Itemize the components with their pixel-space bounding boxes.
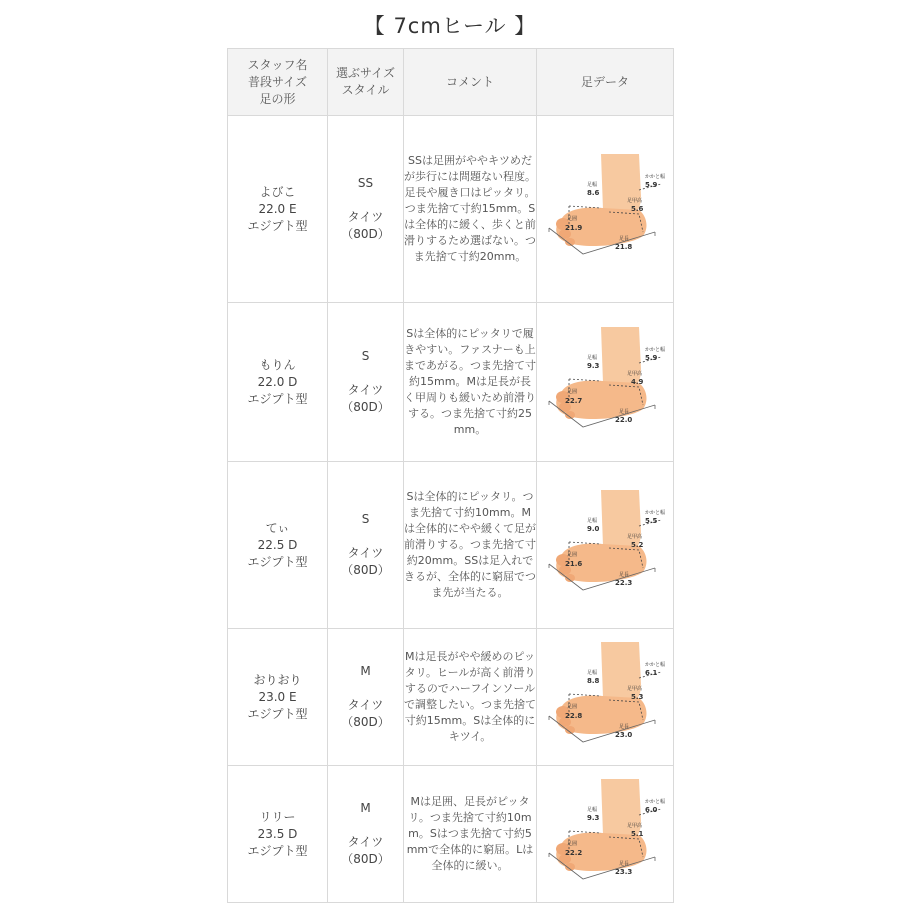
heel-caption: かかと幅: [645, 347, 666, 353]
staff-cell: [228, 629, 328, 766]
foot-girth-value: 21.6: [565, 560, 583, 568]
foot-shape: エジプト型: [247, 391, 308, 406]
width-caption: 足幅: [587, 355, 598, 361]
size-cell: [328, 766, 404, 903]
chosen-size: S: [361, 349, 370, 363]
foot-length-value: 22.3: [615, 579, 633, 587]
style-detail: （80D）: [341, 852, 390, 866]
instep-value: 4.9: [631, 378, 644, 386]
girth-caption: 足囲: [567, 704, 578, 710]
usual-size: 23.0 E: [258, 689, 297, 704]
foot-shape: エジプト型: [247, 218, 308, 233]
heel-caption: かかと幅: [645, 662, 666, 668]
staff-name: よびこ: [259, 184, 296, 199]
heel-caption: かかと幅: [645, 510, 666, 516]
instep-caption: 足甲高: [627, 686, 643, 692]
foot-width-value: 9.3: [587, 362, 600, 370]
foot-shape: エジプト型: [247, 843, 308, 858]
length-caption: 足長: [619, 861, 630, 867]
size-cell: [328, 116, 404, 303]
style-label: タイツ: [347, 383, 384, 397]
style-detail: （80D）: [341, 563, 390, 577]
foot-width-value: 8.6: [587, 189, 600, 197]
foot-length-value: 21.8: [615, 243, 633, 251]
usual-size: 22.5 D: [257, 537, 298, 552]
staff-cell: [228, 303, 328, 462]
header-chosen-size: 選ぶサイズ: [335, 66, 396, 80]
girth-caption: 足囲: [567, 841, 578, 847]
foot-shape: エジプト型: [247, 554, 308, 569]
heel-caption: かかと幅: [645, 174, 666, 180]
heel-width-value: 6.1: [645, 669, 658, 677]
chosen-size: SS: [357, 176, 374, 190]
instep-caption: 足甲高: [627, 534, 643, 540]
instep-value: 5.3: [631, 693, 644, 701]
foot-girth-value: 21.9: [565, 224, 583, 232]
instep-value: 5.2: [631, 541, 644, 549]
foot-diagram: [543, 638, 667, 756]
header-style: スタイル: [341, 83, 390, 97]
comment-cell: Mは足囲、足長がピッタリ。つま先捨て寸約10mm。Sはつま先捨て寸約5mmで全体的に窮屈。Lは全体的に緩い。: [404, 766, 537, 903]
comment-cell: Mは足長がやや緩めのピッタリ。ヒールが高く前滑りするのでハーフインソールで調整したい。つま先捨て寸約15mm。Sは全体的にキツイ。: [404, 629, 537, 766]
staff-name: おりおり: [253, 672, 302, 687]
girth-caption: 足囲: [567, 216, 578, 222]
foot-data-cell: [537, 629, 674, 766]
foot-length-value: 22.0: [615, 416, 633, 424]
style-label: タイツ: [347, 546, 384, 560]
staff-cell: [228, 462, 328, 629]
staff-name: もりん: [259, 357, 296, 372]
width-caption: 足幅: [587, 518, 598, 524]
width-caption: 足幅: [587, 807, 598, 813]
foot-shape: エジプト型: [247, 706, 308, 721]
width-caption: 足幅: [587, 670, 598, 676]
chosen-size: M: [360, 801, 371, 815]
girth-caption: 足囲: [567, 389, 578, 395]
instep-value: 5.6: [631, 205, 644, 213]
girth-caption: 足囲: [567, 552, 578, 558]
table-row: [228, 766, 674, 903]
table-header-row: [228, 49, 674, 116]
header-staff-name: スタッフ名: [247, 57, 308, 72]
comment-cell: Sは全体的にピッタリ。つま先捨て寸約10mm。Mは全体的にやや緩くて足が前滑りする。つま先捨て寸約20mm。SSは足入れできるが、全体的に窮屈でつま先が当たる。: [404, 462, 537, 629]
length-caption: 足長: [619, 724, 630, 730]
style-detail: （80D）: [341, 227, 390, 241]
foot-data-cell: [537, 766, 674, 903]
staff-cell: [228, 116, 328, 303]
header-usual-size: 普段サイズ: [247, 74, 308, 89]
table-row: [228, 303, 674, 462]
header-foot-shape: 足の形: [259, 91, 296, 106]
table-row: [228, 116, 674, 303]
style-label: タイツ: [347, 698, 384, 712]
foot-data-cell: [537, 462, 674, 629]
size-comparison-table: [227, 48, 674, 903]
style-detail: （80D）: [341, 400, 390, 414]
style-label: タイツ: [347, 835, 384, 849]
header-size: [328, 49, 404, 116]
usual-size: 23.5 D: [257, 826, 298, 841]
length-caption: 足長: [619, 236, 630, 242]
instep-caption: 足甲高: [627, 198, 643, 204]
instep-caption: 足甲高: [627, 371, 643, 377]
heel-width-value: 5.9: [645, 354, 658, 362]
width-caption: 足幅: [587, 182, 598, 188]
foot-data-cell: [537, 116, 674, 303]
staff-cell: [228, 766, 328, 903]
foot-length-value: 23.0: [615, 731, 633, 739]
foot-diagram: [543, 150, 667, 268]
length-caption: 足長: [619, 572, 630, 578]
comment-cell: Sは全体的にピッタリで履きやすい。ファスナーも上まであがる。つま先捨て寸約15mm。Mは足長が長く甲周りも緩いため前滑りする。つま先捨て寸約25mm。: [404, 303, 537, 462]
foot-girth-value: 22.8: [565, 712, 583, 720]
foot-width-value: 9.0: [587, 525, 600, 533]
staff-name: てぃ: [265, 520, 290, 535]
foot-diagram: [543, 323, 667, 441]
foot-diagram: [543, 775, 667, 893]
header-foot-data: 足データ: [537, 49, 674, 116]
size-cell: [328, 462, 404, 629]
foot-diagram: [543, 486, 667, 604]
instep-caption: 足甲高: [627, 823, 643, 829]
header-staff: [228, 49, 328, 116]
foot-width-value: 9.3: [587, 814, 600, 822]
style-detail: （80D）: [341, 715, 390, 729]
heel-width-value: 5.5: [645, 517, 658, 525]
length-caption: 足長: [619, 409, 630, 415]
foot-girth-value: 22.7: [565, 397, 583, 405]
chosen-size: S: [361, 512, 370, 526]
size-cell: [328, 303, 404, 462]
style-label: タイツ: [347, 210, 384, 224]
size-cell: [328, 629, 404, 766]
table-row: [228, 629, 674, 766]
staff-name: リリー: [259, 809, 296, 824]
chosen-size: M: [360, 664, 371, 678]
foot-data-cell: [537, 303, 674, 462]
header-comment: コメント: [404, 49, 537, 116]
foot-girth-value: 22.2: [565, 849, 583, 857]
usual-size: 22.0 D: [257, 374, 298, 389]
heel-caption: かかと幅: [645, 799, 666, 805]
page-title: 【 7cmヒール 】: [363, 14, 537, 38]
usual-size: 22.0 E: [258, 201, 297, 216]
instep-value: 5.1: [631, 830, 644, 838]
foot-width-value: 8.8: [587, 677, 600, 685]
heel-width-value: 6.0: [645, 806, 658, 814]
comment-cell: SSは足囲がややキツめだが歩行には問題ない程度。足長や履き口はピッタリ。つま先捨て寸約15mm。Sは全体的に緩く、歩くと前滑りするため選ばない。つま先捨て寸約20mm。: [404, 116, 537, 303]
table-row: [228, 462, 674, 629]
foot-length-value: 23.3: [615, 868, 633, 876]
heel-width-value: 5.9: [645, 181, 658, 189]
